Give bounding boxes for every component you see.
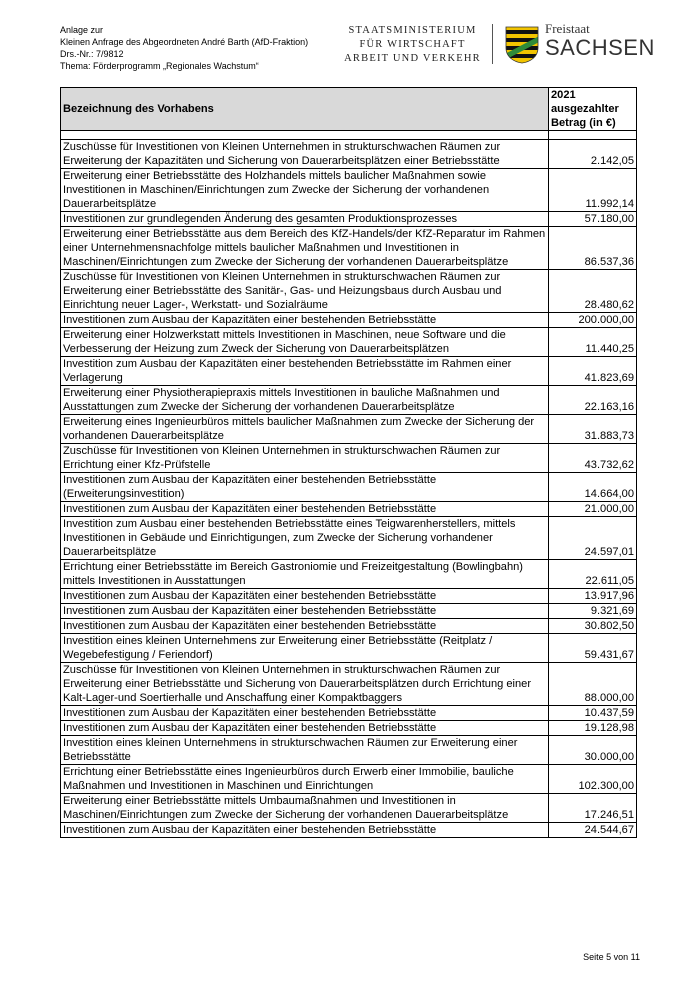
table-row <box>61 415 637 444</box>
header-divider <box>492 24 493 64</box>
paid-amount-cell: 41.823,69 <box>549 357 637 386</box>
project-description-cell: Investition zum Ausbau einer bestehenden Betriebsstätte eines Teigwarenherstellers, mittels Investitionen in Gebäude und Einrichtigungen, zum Zwecke der Sicherung vorhandener Dauerarbeitsplätze <box>61 517 549 560</box>
project-description-cell: Erweiterung einer Holzwerkstatt mittels Investitionen in Maschinen, neue Software und die Verbesserung der Heizung zum Zweck der Sicherung von Dauerarbeitsplätzen <box>61 328 549 357</box>
state-name-logo <box>545 22 655 60</box>
table-row <box>61 357 637 386</box>
paid-amount-cell: 22.163,16 <box>549 386 637 415</box>
project-description-cell: Erweiterung eines Ingenieurbüros mittels baulicher Maßnahmen zum Zwecke der Sicherung der vorhandenen Dauerarbeitsplätze <box>61 415 549 444</box>
header-line-annex: Anlage zur <box>60 25 104 35</box>
table-row <box>61 619 637 634</box>
paid-amount-cell: 200.000,00 <box>549 313 637 328</box>
project-description-cell: Investitionen zum Ausbau der Kapazitäten einer bestehenden Betriebsstätte <box>61 502 549 517</box>
ministry-name <box>340 24 485 66</box>
paid-amount-cell: 13.917,96 <box>549 589 637 604</box>
project-description-cell: Zuschüsse für Investitionen von Kleinen Unternehmen in strukturschwachen Räumen zur Erweiterung einer Betriebsstätte und Sicherung von Dauerarbeitsplätzen durch Errichtung einer Kalt-Lager-und Soertierhalle und Anschaffung einer Kompaktbaggers <box>61 663 549 706</box>
project-description-cell: Investitionen zum Ausbau der Kapazitäten einer bestehenden Betriebsstätte <box>61 313 549 328</box>
paid-amount-cell: 86.537,36 <box>549 227 637 270</box>
header-line-inquiry: Kleinen Anfrage des Abgeordneten André Barth (AfD-Fraktion) <box>60 37 309 47</box>
project-description-cell: Errichtung einer Betriebsstätte eines Ingenieurbüros durch Erwerb einer Immobilie, bauliche Maßnahmen und Investitionen in Maschinen und Einrichtungen <box>61 765 549 794</box>
table-row <box>61 794 637 823</box>
project-description-cell: Investitionen zum Ausbau der Kapazitäten einer bestehenden Betriebsstätte <box>61 589 549 604</box>
paid-amount-cell: 59.431,67 <box>549 634 637 663</box>
amount-header-paid: ausgezahlter <box>551 103 619 115</box>
table-row <box>61 560 637 589</box>
project-description-cell: Erweiterung einer Physiotherapiepraxis mittels Investitionen in bauliche Maßnahmen und Ausstattungen zum Zwecke der Sicherung der vorhandenen Dauerarbeitsplätze <box>61 386 549 415</box>
table-row <box>61 517 637 560</box>
paid-amount-cell: 22.611,05 <box>549 560 637 589</box>
paid-amount-cell: 24.544,67 <box>549 823 637 838</box>
header-line-doc-number: Drs.-Nr.: 7/9812 <box>60 49 124 59</box>
paid-amount-cell: 43.732,62 <box>549 444 637 473</box>
spacer-cell <box>549 131 637 140</box>
header-line-topic: Thema: Förderprogramm „Regionales Wachstum“ <box>60 61 259 71</box>
project-description-cell: Investition eines kleinen Unternehmens in strukturschwachen Räumen zur Erweiterung einer Betriebsstätte <box>61 736 549 765</box>
amount-header-year: 2021 <box>551 89 576 101</box>
project-description-cell: Investition zum Ausbau der Kapazitäten einer bestehenden Betriebsstätte im Rahmen einer Verlagerung <box>61 357 549 386</box>
ministry-line-3: ARBEIT UND VERKEHR <box>344 53 481 64</box>
table-row <box>61 589 637 604</box>
document-header-info <box>60 24 308 72</box>
table-row <box>61 634 637 663</box>
state-label-small: Freistaat <box>545 21 590 36</box>
shield-stripe-1 <box>505 30 539 34</box>
paid-amount-cell: 11.440,25 <box>549 328 637 357</box>
column-header-description: Bezeichnung des Vorhabens <box>61 88 549 131</box>
table-row <box>61 736 637 765</box>
paid-amount-cell: 88.000,00 <box>549 663 637 706</box>
project-description-cell: Investitionen zum Ausbau der Kapazitäten einer bestehenden Betriebsstätte <box>61 721 549 736</box>
table-row <box>61 328 637 357</box>
paid-amount-cell: 24.597,01 <box>549 517 637 560</box>
project-description-cell: Errichtung einer Betriebsstätte im Bereich Gastroniomie und Freizeitgestaltung (Bowlingbahn) mittels Investitionen in Ausstattungen <box>61 560 549 589</box>
table-body <box>61 131 637 838</box>
project-description-cell: Zuschüsse für Investitionen von Kleinen Unternehmen in strukturschwachen Räumen zur Errichtung einer Kfz-Prüfstelle <box>61 444 549 473</box>
page-number: Seite 5 von 11 <box>583 952 640 962</box>
table-spacer-row <box>61 131 637 140</box>
paid-amount-cell: 2.142,05 <box>549 140 637 169</box>
paid-amount-cell: 102.300,00 <box>549 765 637 794</box>
column-header-amount <box>549 88 637 131</box>
paid-amount-cell: 28.480,62 <box>549 270 637 313</box>
table-row <box>61 169 637 212</box>
project-description-cell: Investitionen zum Ausbau der Kapazitäten einer bestehenden Betriebsstätte <box>61 619 549 634</box>
paid-amount-cell: 9.321,69 <box>549 604 637 619</box>
table-row <box>61 386 637 415</box>
funding-table <box>60 87 637 838</box>
table-row <box>61 823 637 838</box>
paid-amount-cell: 31.883,73 <box>549 415 637 444</box>
paid-amount-cell: 10.437,59 <box>549 706 637 721</box>
table-row <box>61 270 637 313</box>
state-label-big: SACHSEN <box>545 35 655 60</box>
project-description-cell: Investitionen zum Ausbau der Kapazitäten einer bestehenden Betriebsstätte <box>61 604 549 619</box>
table-row <box>61 721 637 736</box>
table-row <box>61 227 637 270</box>
table-row <box>61 604 637 619</box>
project-description-cell: Investitionen zum Ausbau der Kapazitäten einer bestehenden Betriebsstätte <box>61 706 549 721</box>
table-row <box>61 765 637 794</box>
paid-amount-cell: 17.246,51 <box>549 794 637 823</box>
project-description-cell: Investitionen zum Ausbau der Kapazitäten einer bestehenden Betriebsstätte (Erweiterungsinvestition) <box>61 473 549 502</box>
spacer-cell <box>61 131 549 140</box>
project-description-cell: Erweiterung einer Betriebsstätte mittels Umbaumaßnahmen und Investitionen in Maschinen/Einrichtungen zum Zwecke der Sicherung der vorhandenen Dauerarbeitsplätze <box>61 794 549 823</box>
amount-header-unit: Betrag (in €) <box>551 117 616 129</box>
project-description-cell: Erweiterung einer Betriebsstätte des Holzhandels mittels baulicher Maßnahmen sowie Investitionen in Maschinen/Einrichtungen zum Zwecke der Sicherung der vorhandenen Dauerarbeitsplätze <box>61 169 549 212</box>
saxony-coat-of-arms-icon <box>505 26 539 64</box>
table-header-row <box>61 88 637 131</box>
table-row <box>61 212 637 227</box>
ministry-line-1: STAATSMINISTERIUM <box>348 25 477 36</box>
project-description-cell: Investitionen zur grundlegenden Änderung des gesamten Produktionsprozesses <box>61 212 549 227</box>
ministry-line-2: FÜR WIRTSCHAFT <box>359 39 466 50</box>
paid-amount-cell: 30.802,50 <box>549 619 637 634</box>
project-description-cell: Zuschüsse für Investitionen von Kleinen Unternehmen in strukturschwachen Räumen zur Erweiterung einer Betriebsstätte des Sanitär-, Gas- und Heizungsbaus durch Ausbau und Einrichtung neuer Lager-, Werkstatt- und Sozialräume <box>61 270 549 313</box>
project-description-cell: Erweiterung einer Betriebsstätte aus dem Bereich des KfZ-Handels/der KfZ-Reparatur im Rahmen einer Unternehmensnachfolge mittels baulicher Maßnahmen und Investitionen in Maschinen/Einrichtungen zum Zwecke der Sicherung der vorhandenen Dauerarbeitsplätze <box>61 227 549 270</box>
table-row <box>61 313 637 328</box>
table-row <box>61 444 637 473</box>
table-row <box>61 663 637 706</box>
project-description-cell: Investition eines kleinen Unternehmens zur Erweiterung einer Betriebsstätte (Reitplatz / Wegebefestigung / Feriendorf) <box>61 634 549 663</box>
paid-amount-cell: 57.180,00 <box>549 212 637 227</box>
table-row <box>61 502 637 517</box>
paid-amount-cell: 19.128,98 <box>549 721 637 736</box>
table-row <box>61 706 637 721</box>
paid-amount-cell: 14.664,00 <box>549 473 637 502</box>
table-row <box>61 473 637 502</box>
project-description-cell: Investitionen zum Ausbau der Kapazitäten einer bestehenden Betriebsstätte <box>61 823 549 838</box>
table-row <box>61 140 637 169</box>
project-description-cell: Zuschüsse für Investitionen von Kleinen Unternehmen in strukturschwachen Räumen zur Erweiterung der Kapazitäten und Sicherung von Dauerarbeitsplätzen einer Betriebsstätte <box>61 140 549 169</box>
paid-amount-cell: 30.000,00 <box>549 736 637 765</box>
paid-amount-cell: 21.000,00 <box>549 502 637 517</box>
paid-amount-cell: 11.992,14 <box>549 169 637 212</box>
